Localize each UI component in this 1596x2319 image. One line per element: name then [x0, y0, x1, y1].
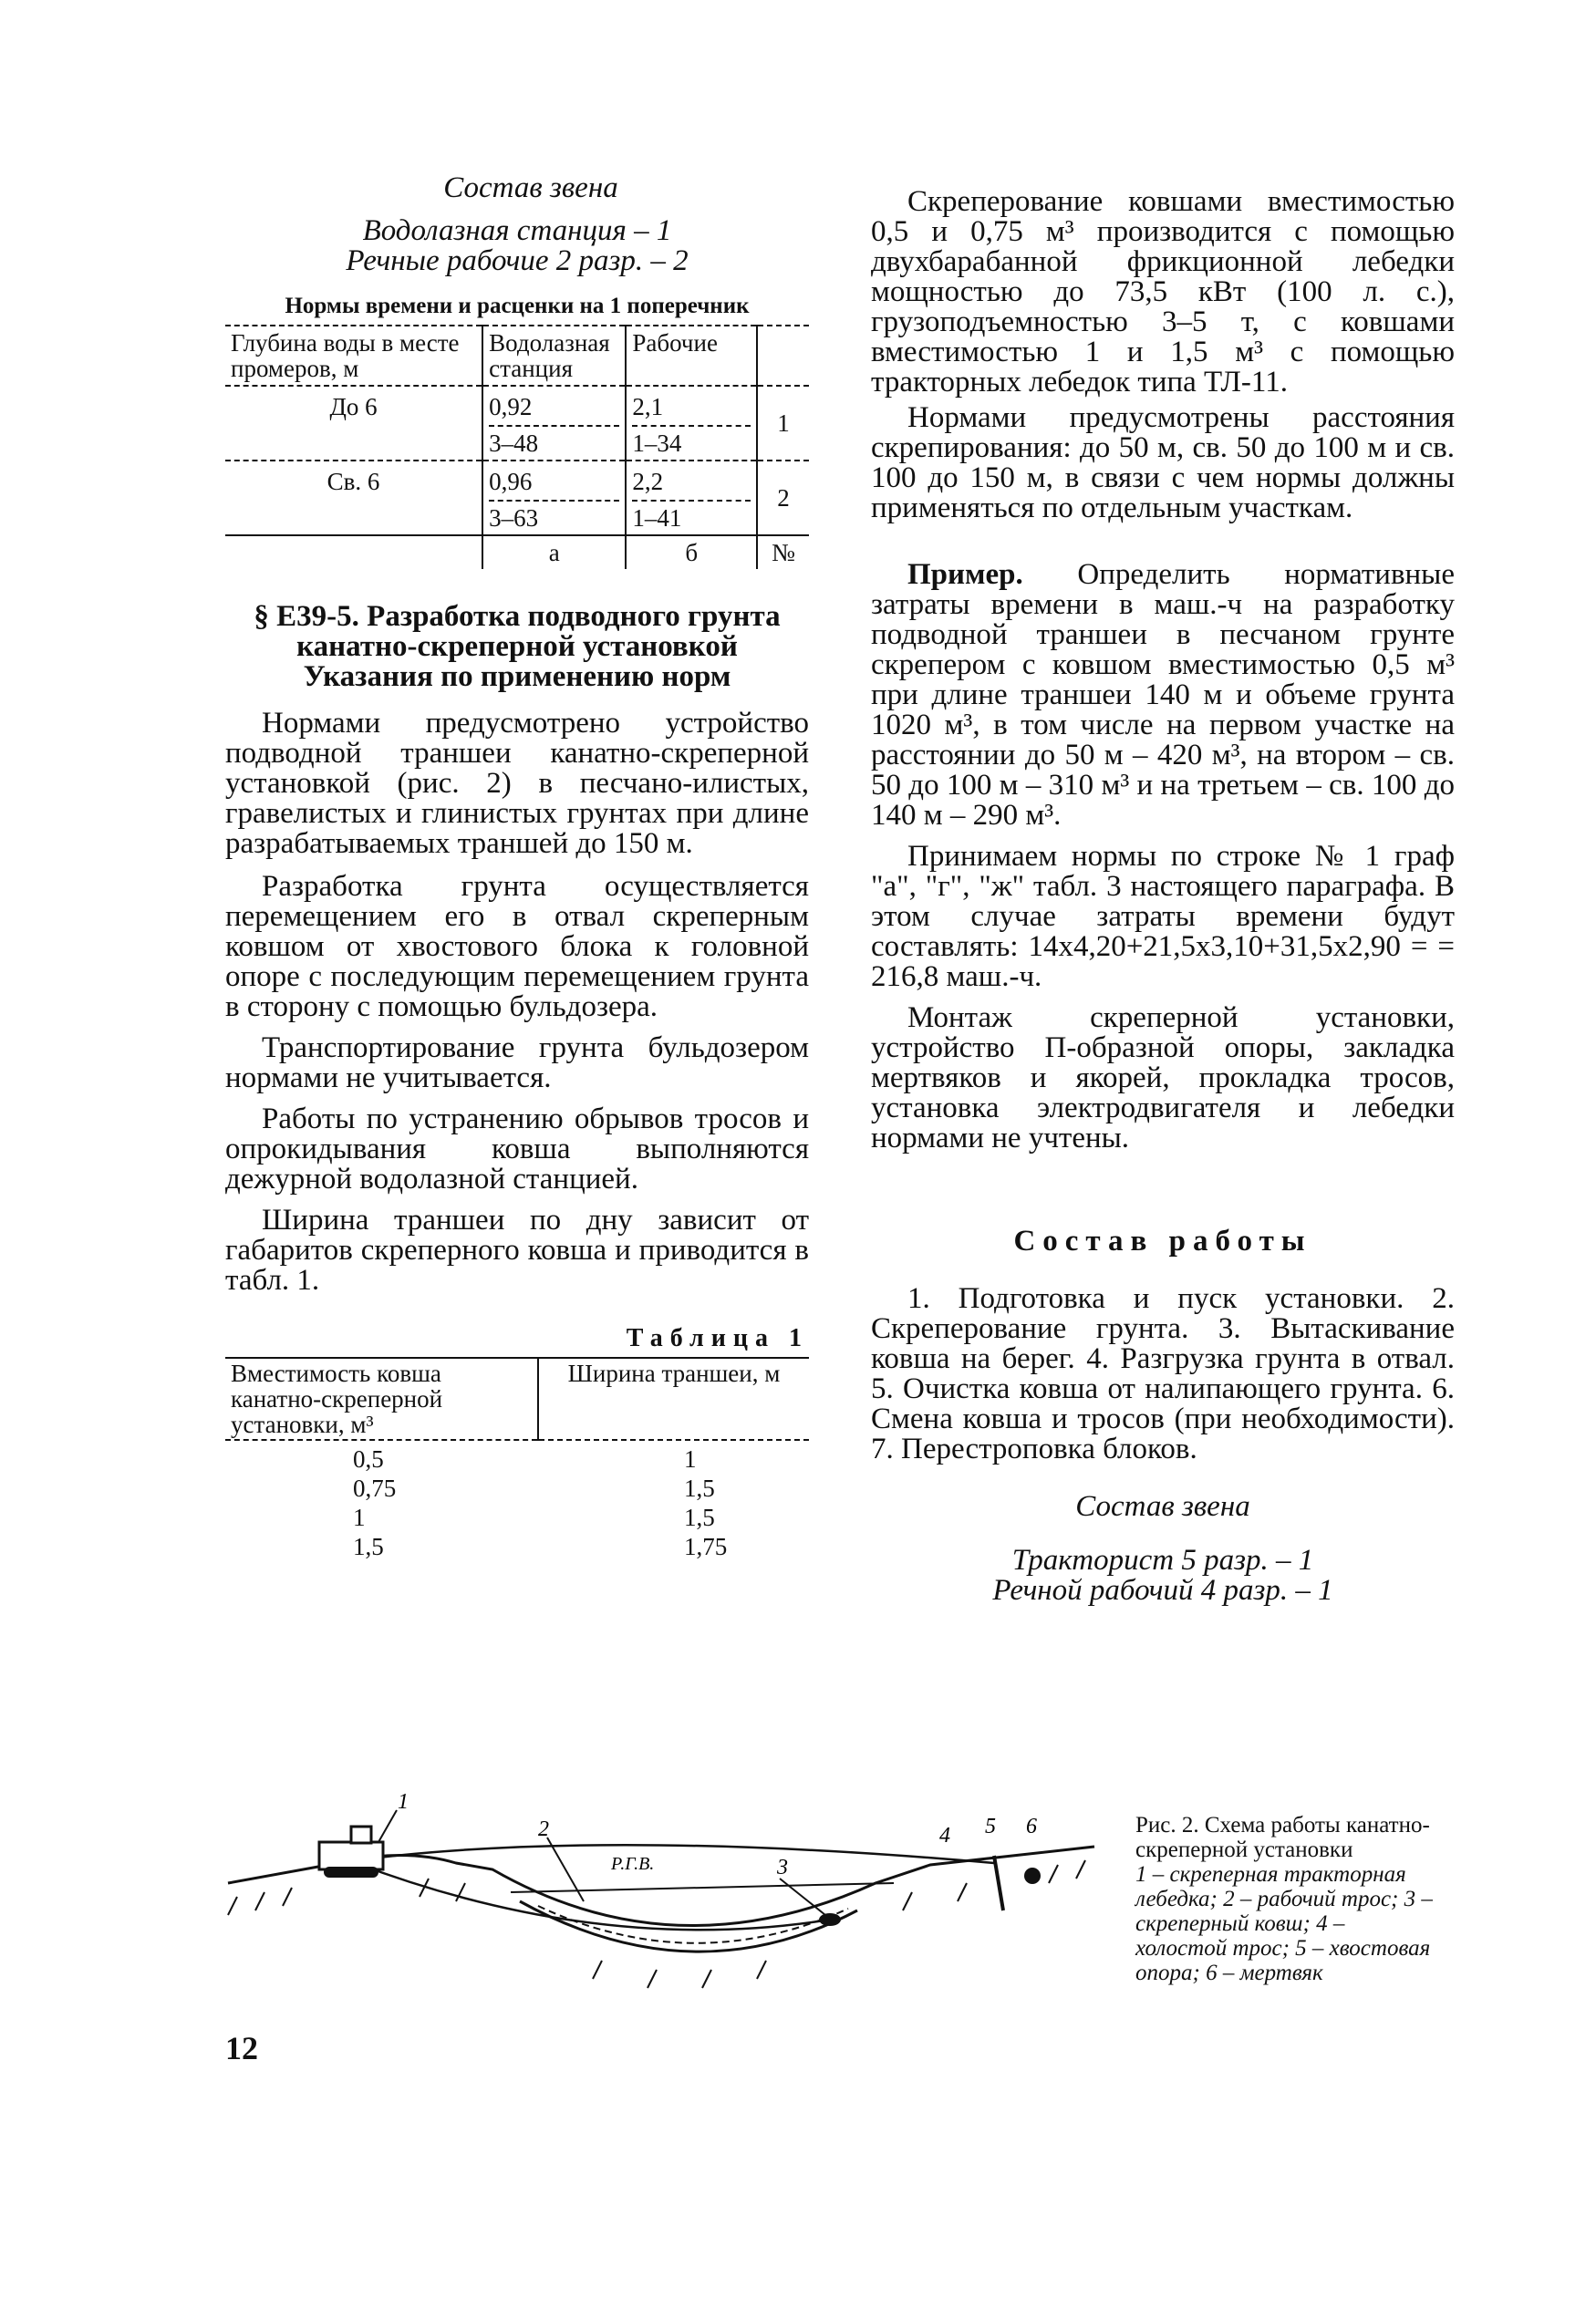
scraper-bucket: [819, 1913, 841, 1926]
table1-footer: б: [626, 535, 757, 569]
fig-label-4: 4: [939, 1824, 950, 1848]
table2-cell: 0,5: [353, 1445, 384, 1473]
table1-footer: а: [482, 535, 626, 569]
section-title: § Е39-5. Разработка подводного грунта канатно-скреперной установкой: [254, 600, 781, 663]
paragraph: Монтаж скреперной установки, устройство П-образной опоры, закладка мертвяков и якорей, прокладка тросов, установка электродвигателя и лебедки нормами не учтены.: [871, 1001, 1455, 1154]
table2-caption: Таблица 1: [626, 1324, 809, 1352]
page-number: 12: [225, 2030, 258, 2066]
water-line: [511, 1883, 894, 1892]
table1-cell: 1–34: [632, 425, 751, 456]
scraper-diagram: [219, 1792, 1113, 1997]
figure-caption-title: Рис. 2. Схема работы канатно-скреперной установки: [1135, 1813, 1430, 1862]
table2-cell: 1: [353, 1504, 366, 1531]
fig-label-5: 5: [985, 1815, 996, 1838]
fig-label-3: 3: [777, 1856, 788, 1879]
paragraph: Скреперование ковшами вместимостью 0,5 и 0,75 м³ производится с помощью двухбарабанной фрикционной лебедки мощностью до 73,5 кВт (100 л. с.), грузоподъемностью 3–5 т, с ковшами вместимостью 1 и 1,5 м³ с помощью тракторных лебедок типа ТЛ-11.: [871, 185, 1455, 399]
tail-support: [994, 1856, 1003, 1910]
table2-header-width: Ширина траншеи, м: [538, 1358, 809, 1440]
table1-header-workers: Рабочие: [626, 326, 757, 386]
table1-cell: 1–41: [632, 500, 751, 531]
table2-cell: 1,5: [684, 1504, 715, 1531]
crew-line: Речные рабочие 2 разр. – 2: [346, 244, 689, 277]
table2-header-capacity: Вместимость ковша канатно-скреперной установки, м³: [231, 1360, 443, 1438]
paragraph: Нормами предусмотрены расстояния скрепирования: до 50 м, св. 50 до 100 м и св. 100 до 150 м, в связи с чем нормы должны применяться по отдельным участкам.: [871, 401, 1455, 524]
table1-cell: 0,92: [489, 393, 533, 420]
crew-title-left: Состав звена: [443, 171, 618, 204]
paragraph: Нормами предусмотрено устройство подводной траншеи канатно-скреперной установкой (рис. 2) в песчано-илистых, гравелистых и глинистых грунтах при длине разрабатываемых траншей до 150 м.: [225, 707, 809, 860]
right-column: [871, 187, 1455, 1606]
paragraph: Работы по устранению обрывов тросов и опрокидывания ковша выполняются дежурной водолазной станцией.: [225, 1103, 809, 1196]
table2-cell: 1,5: [353, 1533, 384, 1560]
table1-caption: Нормы времени и расценки на 1 поперечник: [285, 294, 750, 318]
paragraph: Ширина траншеи по дну зависит от габаритов скреперного ковша и приводится в табл. 1.: [225, 1204, 809, 1297]
crew-line: Водолазная станция – 1: [362, 214, 672, 247]
fig-label-2: 2: [538, 1817, 549, 1841]
table1-cell: 2,1: [632, 393, 664, 420]
left-column: [225, 173, 809, 1561]
example-paragraph: [871, 560, 1455, 831]
table1-row-num: 2: [757, 461, 809, 535]
fig-label-6: 6: [1026, 1815, 1037, 1838]
table1-cell: 2,2: [632, 468, 664, 495]
table1-cell: 3–48: [489, 425, 619, 456]
norms-table: [225, 325, 809, 569]
capacity-table: [225, 1357, 809, 1561]
tractor-body: [319, 1842, 383, 1869]
table1-header-depth: Глубина воды в месте промеров, м: [231, 329, 460, 382]
water-level-label: Р.Г.В.: [611, 1854, 655, 1874]
table1-cell: 0,96: [489, 468, 533, 495]
table1-row-num: 1: [757, 386, 809, 461]
tractor-cab: [351, 1827, 371, 1843]
crew-line: Речной рабочий 4 разр. – 1: [992, 1574, 1333, 1607]
example-label: Пример.: [907, 558, 1023, 591]
table2-cell: 1: [684, 1445, 697, 1473]
paragraph: Транспортирование грунта бульдозером нормами не учитывается.: [225, 1031, 809, 1094]
section-subtitle: Указания по применению норм: [303, 660, 731, 693]
paragraph: Принимаем нормы по строке № 1 граф "а", "г", "ж" табл. 3 настоящего параграфа. В этом случае затраты времени будут составлять: 14x4,20+21,5x3,10+31,5x2,90 = = 216,8 маш.-ч.: [871, 840, 1455, 993]
table2-cell: 0,75: [353, 1475, 397, 1502]
example-text: Определить нормативные затраты времени в маш.-ч на разработку подводной траншеи в песчаном грунте скрепером с ковшом вместимостью 0,5 м³ при длине траншеи 140 м и объеме грунта 1020 м³, в том числе на первом участке на расстоянии до 50 м – 420 м³, на втором – св. 50 до 100 м – 310 м³ и на третьем – св. 100 до 140 м – 290 м³.: [871, 558, 1456, 832]
crew-line: Тракторист 5 разр. – 1: [1011, 1544, 1314, 1577]
anchor: [1024, 1868, 1041, 1884]
table1-depth: Св. 6: [326, 468, 380, 495]
table2-cell: 1,5: [684, 1475, 715, 1502]
table1-header-station: Водолазная станция: [482, 326, 626, 386]
crew-title-right: Состав звена: [1075, 1490, 1250, 1523]
fig-label-1: 1: [398, 1792, 409, 1814]
table1-cell: 3–63: [489, 500, 619, 531]
paragraph: Разработка грунта осуществляется перемещением его в отвал скреперным ковшом от хвостового блока к головной опоре с последующим перемещением грунта в сторону с помощью бульдозера.: [225, 870, 809, 1023]
tractor-track: [324, 1867, 378, 1878]
figure-caption-text: 1 – скреперная тракторная лебедка; 2 – рабочий трос; 3 – скреперный ковш; 4 – холостой трос; 5 – хвостовая опора; 6 – мертвяк: [1135, 1862, 1433, 1985]
diagram-svg: [219, 1792, 1113, 1993]
work-title: Состав работы: [1013, 1225, 1312, 1258]
work-text: 1. Подготовка и пуск установки. 2. Скреперование грунта. 3. Вытаскивание ковша на берег. 4. Разгрузка грунта в отвал. 5. Очистка ковша от налипающего грунта. 6. Смена ковша и тросов (при необходимости). 7. Перестроповка блоков.: [871, 1282, 1455, 1465]
table1-depth: До 6: [329, 393, 378, 420]
table2-cell: 1,75: [684, 1533, 728, 1560]
table1-footer: №: [757, 535, 809, 569]
figure-caption: [1135, 1813, 1436, 1985]
